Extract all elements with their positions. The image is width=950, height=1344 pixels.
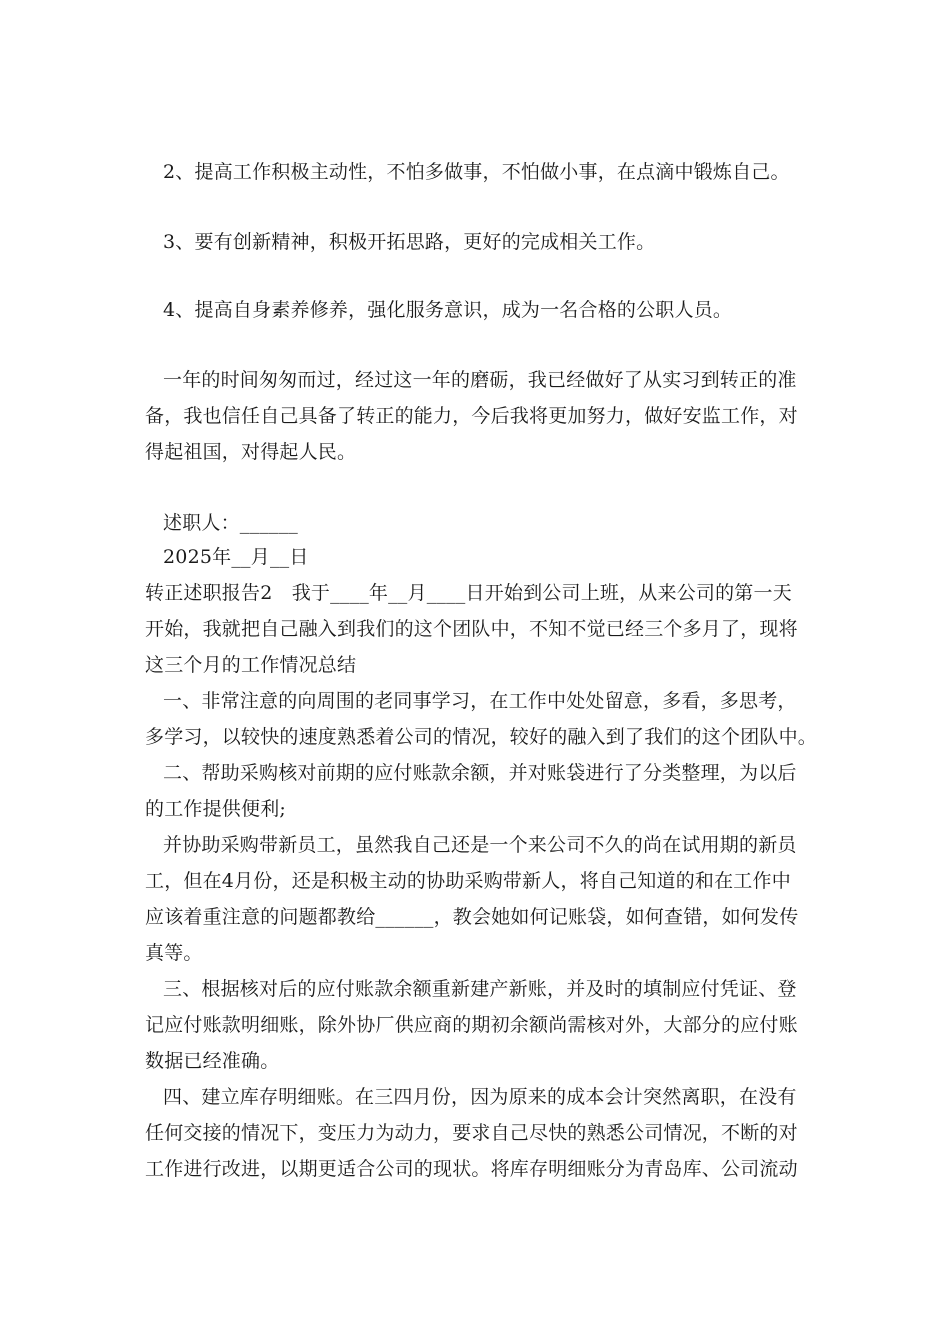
- section4-line: 四、建立库存明细账。在三四月份，因为原来的成本会计突然离职，在没有: [163, 1086, 797, 1108]
- signature-date: 2025年__月__日: [163, 546, 309, 568]
- report2-intro-line: 转正述职报告2 我于____年__月____日开始到公司上班，从来公司的第一天: [145, 582, 792, 604]
- closing-paragraph-line: 备，我也信任自己具备了转正的能力，今后我将更加努力，做好安监工作，对: [145, 405, 798, 427]
- signature-reporter: 述职人：______: [163, 512, 299, 534]
- section2-line: 的工作提供便利;: [145, 798, 287, 820]
- closing-paragraph-line: 一年的时间匆匆而过，经过这一年的磨砺，我已经做好了从实习到转正的准: [163, 369, 797, 391]
- report2-intro-line: 开始，我就把自己融入到我们的这个团队中，不知不觉已经三个多月了，现将: [145, 618, 798, 640]
- section3-line: 三、根据核对后的应付账款余额重新建产新账，并及时的填制应付凭证、登: [163, 978, 797, 1000]
- section2b-line: 并协助采购带新员工，虽然我自己还是一个来公司不久的尚在试用期的新员: [163, 834, 797, 856]
- section4-line: 任何交接的情况下，变压力为动力，要求自己尽快的熟悉公司情况，不断的对: [145, 1122, 798, 1144]
- report2-intro-line: 这三个月的工作情况总结: [145, 654, 357, 676]
- section3-line: 记应付账款明细账，除外协厂供应商的期初余额尚需核对外，大部分的应付账: [145, 1014, 798, 1036]
- section3-line: 数据已经准确。: [145, 1050, 280, 1072]
- section1-line: 多学习，以较快的速度熟悉着公司的情况，较好的融入到了我们的这个团队中。: [145, 726, 818, 748]
- section2b-line: 工，但在4月份，还是积极主动的协助采购带新人，将自己知道的和在工作中: [145, 870, 791, 892]
- list-item-2: 2、提高工作积极主动性，不怕多做事，不怕做小事，在点滴中锻炼自己。: [163, 161, 790, 183]
- section2b-line: 应该着重注意的问题都教给______，教会她如何记账袋，如何查错，如何发传: [145, 906, 799, 928]
- list-item-4: 4、提高自身素养修养，强化服务意识，成为一名合格的公职人员。: [163, 299, 733, 321]
- section2-line: 二、帮助采购核对前期的应付账款余额，并对账袋进行了分类整理，为以后: [163, 762, 797, 784]
- section1-line: 一、非常注意的向周围的老同事学习，在工作中处处留意，多看，多思考，: [163, 690, 797, 712]
- closing-paragraph-line: 得起祖国，对得起人民。: [145, 441, 357, 463]
- section4-line: 工作进行改进，以期更适合公司的现状。将库存明细账分为青岛库、公司流动: [145, 1158, 798, 1180]
- section2b-line: 真等。: [145, 942, 203, 964]
- list-item-3: 3、要有创新精神，积极开拓思路，更好的完成相关工作。: [163, 231, 656, 253]
